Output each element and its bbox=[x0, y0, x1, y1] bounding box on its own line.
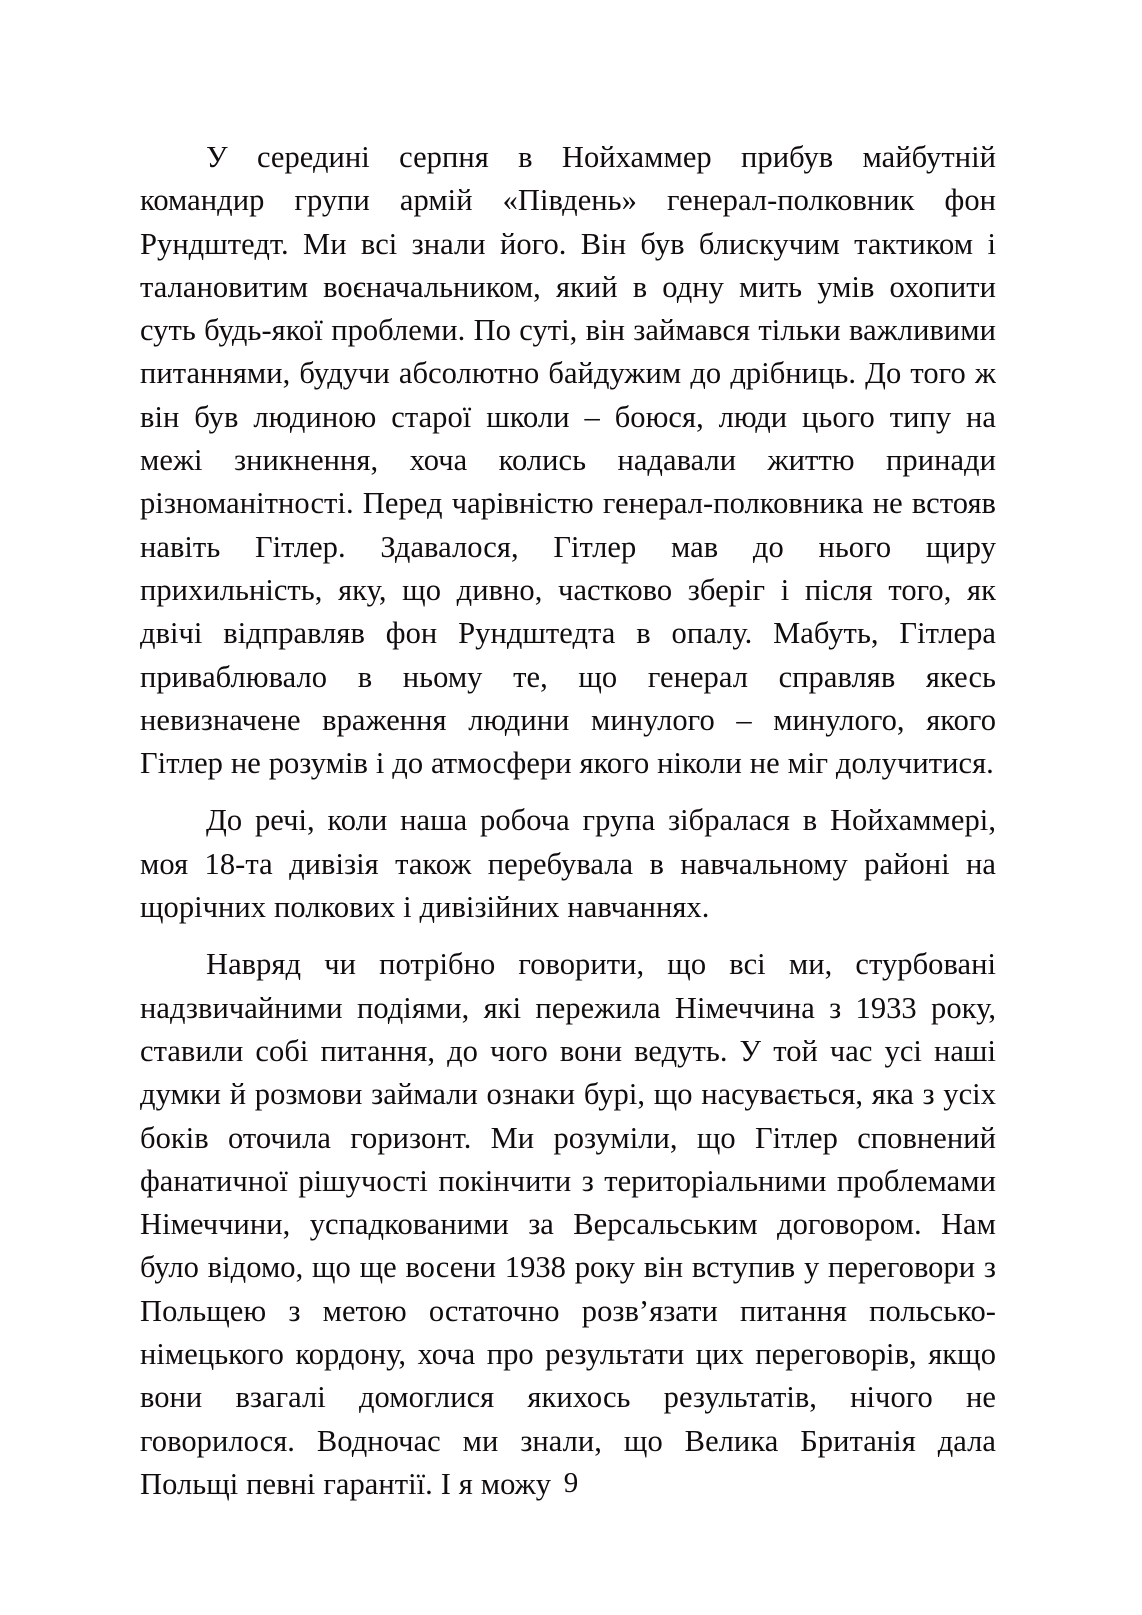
body-paragraph-3 bbox=[140, 943, 996, 1506]
page-number: 9 bbox=[563, 1467, 579, 1499]
body-paragraph-1 bbox=[140, 136, 996, 785]
body-paragraph-2 bbox=[140, 799, 996, 929]
paragraph-3-text: Навряд чи потрібно говорити, що всі ми, стурбовані надзвичайними подіями, які пережила Німеччина з 1933 року, ставили собі питання, до чого вони ведуть. У той час усі наші думки й розмови займали ознаки бурі, що насувається, яка з усіх боків оточила горизонт. Ми розуміли, що Гітлер сповнений фанатичної рішучості покінчити з територіальними проблемами Німеччини, успадкованими за Версальським договором. Нам було відомо, що ще восени 1938 року він вступив у переговори з Польщею з метою остаточно розв’язати питання польсько-німецького кордону, хоча про результати цих переговорів, якщо вони взагалі домоглися якихось результатів, нічого не говорилося. Водночас ми знали, що Велика Британія дала Польщі певні гарантії. І я можу bbox=[140, 947, 996, 1501]
paragraph-2-text: До речі, коли наша робоча група зібралася в Нойхаммері, моя 18-та дивізія також перебувала в навчальному районі на щорічних полкових і дивізійних навчаннях. bbox=[140, 803, 996, 925]
paragraph-1-text: У середині серпня в Нойхаммер прибув майбутній командир групи армій «Південь» генерал-полковник фон Рундштедт. Ми всі знали його. Він був блискучим тактиком і талановитим воєначальником, який в одну мить умів охопити суть будь-якої проблеми. По суті, він займався тільки важливими питаннями, будучи абсолютно байдужим до дрібниць. До того ж він був людиною старої школи – боюся, люди цього типу на межі зникнення, хоча колись надавали життю принади різноманітності. Перед чарівністю генерал-полковника не встояв навіть Гітлер. Здавалося, Гітлер мав до нього щиру прихильність, яку, що дивно, частково зберіг і після того, як двічі відправляв фон Рундштедта в опалу. Мабуть, Гітлера приваблювало в ньому те, що генерал справляв якесь невизначене враження людини минулого – минулого, якого Гітлер не розумів і до атмосфери якого ніколи не міг долучитися. bbox=[140, 140, 996, 781]
page-text-block bbox=[140, 136, 996, 1506]
